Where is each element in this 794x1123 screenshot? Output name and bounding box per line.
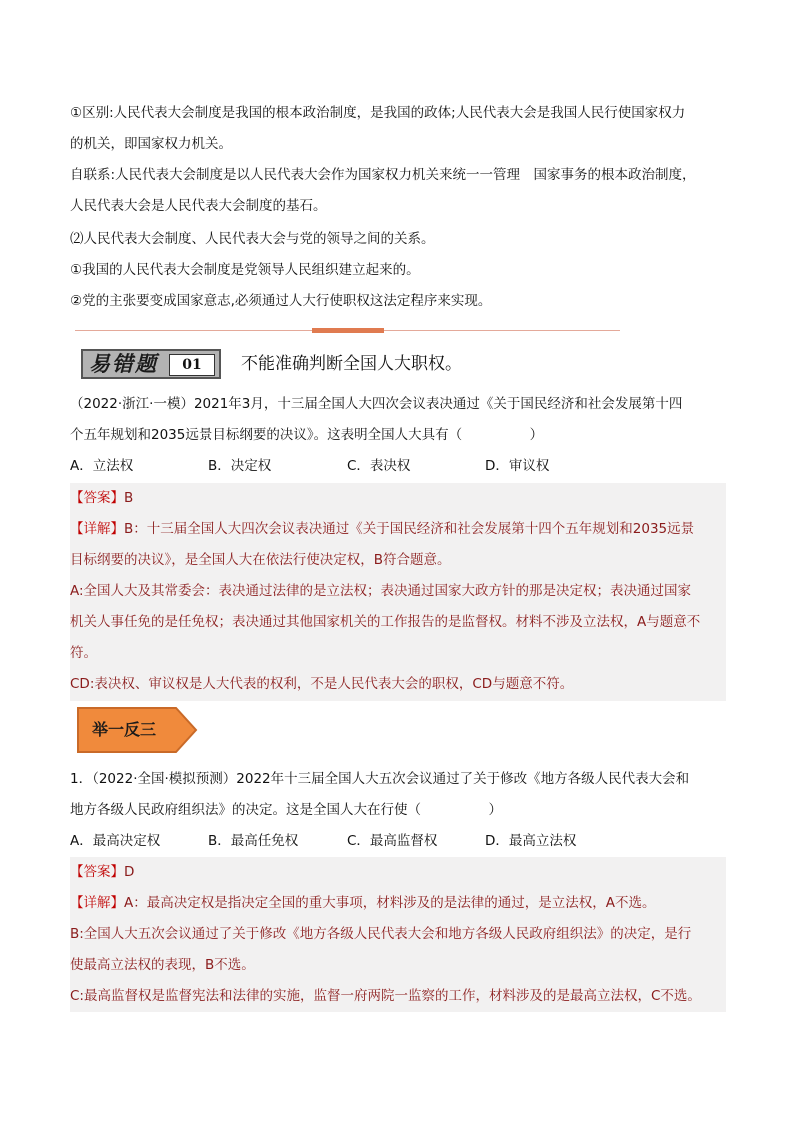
detail-line: C:最高监督权是监督宪法和法律的实施，监督一府两院一监察的工作，材料涉及的是最高立法权，C不选。 [70,988,701,1004]
detail-line: 使最高立法权的表现，B不选。 [70,957,255,973]
section-label: 举一反三 [92,720,157,739]
badge-number: 01 [169,354,215,376]
option-c: C．表决权 [347,458,411,474]
detail-line: CD:表决权、审议权是人大代表的权利，不是人民代表大会的职权，CD与题意不符。 [70,676,574,692]
option-b: B．最高任免权 [208,833,299,849]
option-b: B．决定权 [208,458,272,474]
error-question-badge [81,349,221,379]
badge-label: 易错题 [89,351,158,376]
question-stem: 个五年规划和2035远景目标纲要的决议》。这表明全国人大具有（ ） [70,427,544,443]
option-d: D．审议权 [485,458,550,474]
paragraph-line: ⑵人民代表大会制度、人民代表大会与党的领导之间的关系。 [70,231,435,247]
option-d: D．最高立法权 [485,833,577,849]
answer-value: D [124,864,135,880]
detail-line: 符。 [70,645,97,661]
detail-line: 目标纲要的决议》，是全国人大在依法行使决定权，B符合题意。 [70,552,451,568]
paragraph-line: 人民代表大会是人民代表大会制度的基石。 [70,198,327,214]
badge-title: 不能准确判断全国人大职权。 [241,354,462,374]
detail-line: 机关人事任免的是任免权；表决通过其他国家机关的工作报告的是监督权。材料不涉及立法权，A与题意不 [70,614,701,630]
detail-line: A:全国人大及其常委会：表决通过法律的是立法权；表决通过国家大政方针的那是决定权；表决通过国家 [70,583,692,599]
answer-tag: 【答案】 [70,490,124,506]
divider-accent [312,328,384,333]
question-stem: 地方各级人民政府组织法》的决定。这是全国人大在行使（ ） [70,802,502,818]
option-a: A．最高决定权 [70,833,161,849]
option-a: A．立法权 [70,458,134,474]
detail-line: B:全国人大五次会议通过了关于修改《地方各级人民代表大会和地方各级人民政府组织法》的决定，是行 [70,926,692,942]
detail-line: 【详解】B：十三届全国人大四次会议表决通过《关于国民经济和社会发展第十四个五年规划和2035远景 [70,521,695,537]
paragraph-line: ②党的主张要变成国家意志,必须通过人大行使职权这法定程序来实现。 [70,293,492,309]
paragraph-line: ①我国的人民代表大会制度是党领导人民组织建立起来的。 [70,262,420,278]
paragraph-line: 的机关，即国家权力机关。 [70,136,232,152]
question-stem: （2022·浙江·一模）2021年3月，十三届全国人大四次会议表决通过《关于国民经济和社会发展第十四 [70,396,683,412]
paragraph-line: 自联系:人民代表大会制度是以人民代表大会作为国家权力机关来统一一管理 国家事务的根本政治制度， [70,167,696,183]
answer-value: B [124,490,134,506]
detail-tag: 【详解】 [70,521,124,537]
detail-tag: 【详解】 [70,895,124,911]
option-c: C．最高监督权 [347,833,438,849]
answer-line [70,483,726,514]
paragraph-line: ①区别:人民代表大会制度是我国的根本政治制度，是我国的政体;人民代表大会是我国人民行使国家权力 [70,105,686,121]
detail-line: 【详解】A：最高决定权是指决定全国的重大事项，材料涉及的是法律的通过，是立法权，A不选。 [70,895,656,911]
answer-tag: 【答案】 [70,864,124,880]
answer-line [70,857,726,888]
question-stem: 1．（2022·全国·模拟预测）2022年十三届全国人大五次会议通过了关于修改《地方各级人民代表大会和 [70,771,690,787]
